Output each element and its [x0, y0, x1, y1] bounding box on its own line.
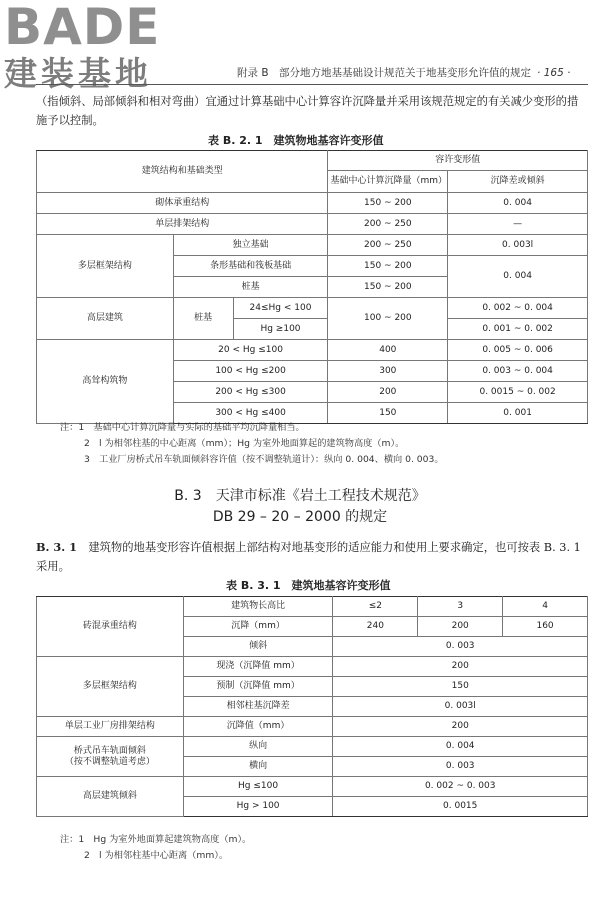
cell: 0. 003l — [448, 235, 588, 256]
table-b31-caption: 表 B. 3. 1 建筑地基容许变形值 — [226, 579, 391, 592]
table-row — [37, 214, 588, 235]
cell: 倾斜 — [183, 637, 333, 657]
cell: 24≤Hg < 100 — [233, 298, 328, 319]
cell: 150 ~ 200 — [328, 256, 448, 277]
cell: 0. 002 ~ 0. 004 — [448, 298, 588, 319]
table-b21-head-settle: 基础中心计算沉降量（mm） — [328, 171, 448, 193]
cell: 200 — [333, 717, 588, 737]
table-b21 — [36, 150, 588, 424]
table-b31-note-1: 注：1 Hg 为室外地面算起建筑物高度（m）。 — [60, 834, 252, 845]
cell: 纵向 — [183, 737, 333, 757]
cell: 0. 0015 — [333, 797, 588, 817]
header-rule — [36, 84, 588, 85]
cell: Hg ≤100 — [183, 777, 333, 797]
cell: 150 ~ 200 — [328, 193, 448, 214]
section-b3-subtitle: DB 29 – 20 – 2000 的规定 — [212, 509, 388, 525]
table-b31-note-2: 2 l 为相邻柱基中心距离（mm）。 — [84, 850, 229, 861]
cell: 相邻柱基沉降差 — [183, 697, 333, 717]
table-row — [37, 777, 588, 797]
cell: 多层框架结构 — [37, 235, 174, 298]
running-title: 附录 B 部分地方地基基础设计规范关于地基变形允许值的规定 — [237, 67, 532, 79]
cell: 沉降值（mm） — [183, 717, 333, 737]
cell: 高耸构筑物 — [37, 340, 174, 424]
cell: 100 ~ 200 — [328, 298, 448, 340]
cell: 300 — [328, 361, 448, 382]
clause-text: 建筑物的地基变形容许值根据上部结构对地基变形的适应能力和使用上要求确定，也可按表 B. 3. 1 采用。 — [36, 541, 581, 573]
table-row — [37, 717, 588, 737]
cell: 200 — [333, 657, 588, 677]
table-row — [37, 298, 588, 319]
cell: 现浇（沉降值 mm） — [183, 657, 333, 677]
cell: 150 — [333, 677, 588, 697]
cell: 独立基础 — [173, 235, 328, 256]
cell: 单层工业厂房排架结构 — [37, 717, 184, 737]
cell: 0. 002 ~ 0. 003 — [333, 777, 588, 797]
table-b21-note-3: 3 工业厂房桥式吊车轨面倾斜容许值（按不调整轨道计）：纵向 0. 004、横向 0. 003。 — [84, 454, 444, 465]
cell: 0. 005 ~ 0. 006 — [448, 340, 588, 361]
table-b21-head-structure: 建筑结构和基础类型 — [37, 151, 328, 193]
table-row — [37, 737, 588, 757]
cell: 砌体承重结构 — [37, 193, 328, 214]
cell: 200 < Hg ≤300 — [173, 382, 328, 403]
clause-b31 — [36, 538, 588, 576]
cell: 160 — [503, 617, 588, 637]
cell: 横向 — [183, 757, 333, 777]
running-header — [237, 65, 570, 80]
section-b3-title: B. 3 天津市标准《岩土工程技术规范》 — [174, 488, 426, 504]
cell: 400 — [328, 340, 448, 361]
cell: 300 < Hg ≤400 — [173, 403, 328, 424]
cell: 条形基础和筏板基础 — [173, 256, 328, 277]
cell: 200 — [418, 617, 503, 637]
table-b21-note-2: 2 l 为相邻柱基的中心距离（mm）；Hg 为室外地面算起的建筑物高度（m）。 — [84, 438, 405, 449]
cell: 0. 004 — [448, 193, 588, 214]
cell: 0. 001 ~ 0. 002 — [448, 319, 588, 340]
logo-subtitle: 建装基地 — [4, 54, 152, 93]
table-b21-note-1: 注：1 基础中心计算沉降量与实际的基础平均沉降量相当。 — [60, 422, 305, 433]
page-number: · 165 · — [537, 67, 571, 79]
cell: 0. 003 ~ 0. 004 — [448, 361, 588, 382]
cell: 高层建筑 — [37, 298, 174, 340]
cell: 0. 003 — [333, 757, 588, 777]
logo-wordmark: BADE — [4, 0, 161, 56]
cell: 240 — [333, 617, 418, 637]
clause-number: B. 3. 1 — [36, 540, 78, 554]
cell: 100 < Hg ≤200 — [173, 361, 328, 382]
cell: ≤2 — [333, 597, 418, 617]
cell: 建筑物长高比 — [183, 597, 333, 617]
cell: 20 < Hg ≤100 — [173, 340, 328, 361]
cell: 200 ~ 250 — [328, 235, 448, 256]
cell: 0. 004 — [333, 737, 588, 757]
cell: 150 ~ 200 — [328, 277, 448, 298]
table-row — [37, 597, 588, 617]
cell: 0. 004 — [448, 256, 588, 298]
cell: 0. 003l — [333, 697, 588, 717]
cell: Hg ≥100 — [233, 319, 328, 340]
cell: 沉降（mm） — [183, 617, 333, 637]
bade-logo — [4, 2, 174, 92]
crane-note: （按不调整轨道考虑） — [64, 756, 155, 767]
cell: 砖混承重结构 — [37, 597, 184, 657]
cell: 多层框架结构 — [37, 657, 184, 717]
table-b21-head-group: 容许变形值 — [328, 151, 588, 171]
table-row — [37, 657, 588, 677]
cell: 200 — [328, 382, 448, 403]
cell: 3 — [418, 597, 503, 617]
cell — [37, 737, 184, 777]
cell: 高层建筑倾斜 — [37, 777, 184, 817]
crane-name: 桥式吊车轨面倾斜 — [73, 745, 146, 756]
cell: 单层排架结构 — [37, 214, 328, 235]
table-b21-caption: 表 B. 2. 1 建筑物地基容许变形值 — [208, 134, 384, 147]
table-row — [37, 235, 588, 256]
cell: Hg > 100 — [183, 797, 333, 817]
cell: 150 — [328, 403, 448, 424]
intro-paragraph: （指倾斜、局部倾斜和相对弯曲）宜通过计算基础中心计算容许沉降量并采用该规范规定的有关减少变形的措施予以控制。 — [36, 95, 579, 127]
cell: — — [448, 214, 588, 235]
table-row — [37, 193, 588, 214]
cell: 0. 001 — [448, 403, 588, 424]
table-b21-head-diff: 沉降差或倾斜 — [448, 171, 588, 193]
table-b31 — [36, 596, 588, 817]
cell: 预制（沉降值 mm） — [183, 677, 333, 697]
cell: 200 ~ 250 — [328, 214, 448, 235]
cell: 桩基 — [173, 277, 328, 298]
cell: 4 — [503, 597, 588, 617]
cell: 桩基 — [173, 298, 233, 340]
cell: 0. 0015 ~ 0. 002 — [448, 382, 588, 403]
cell: 0. 003 — [333, 637, 588, 657]
table-row — [37, 340, 588, 361]
